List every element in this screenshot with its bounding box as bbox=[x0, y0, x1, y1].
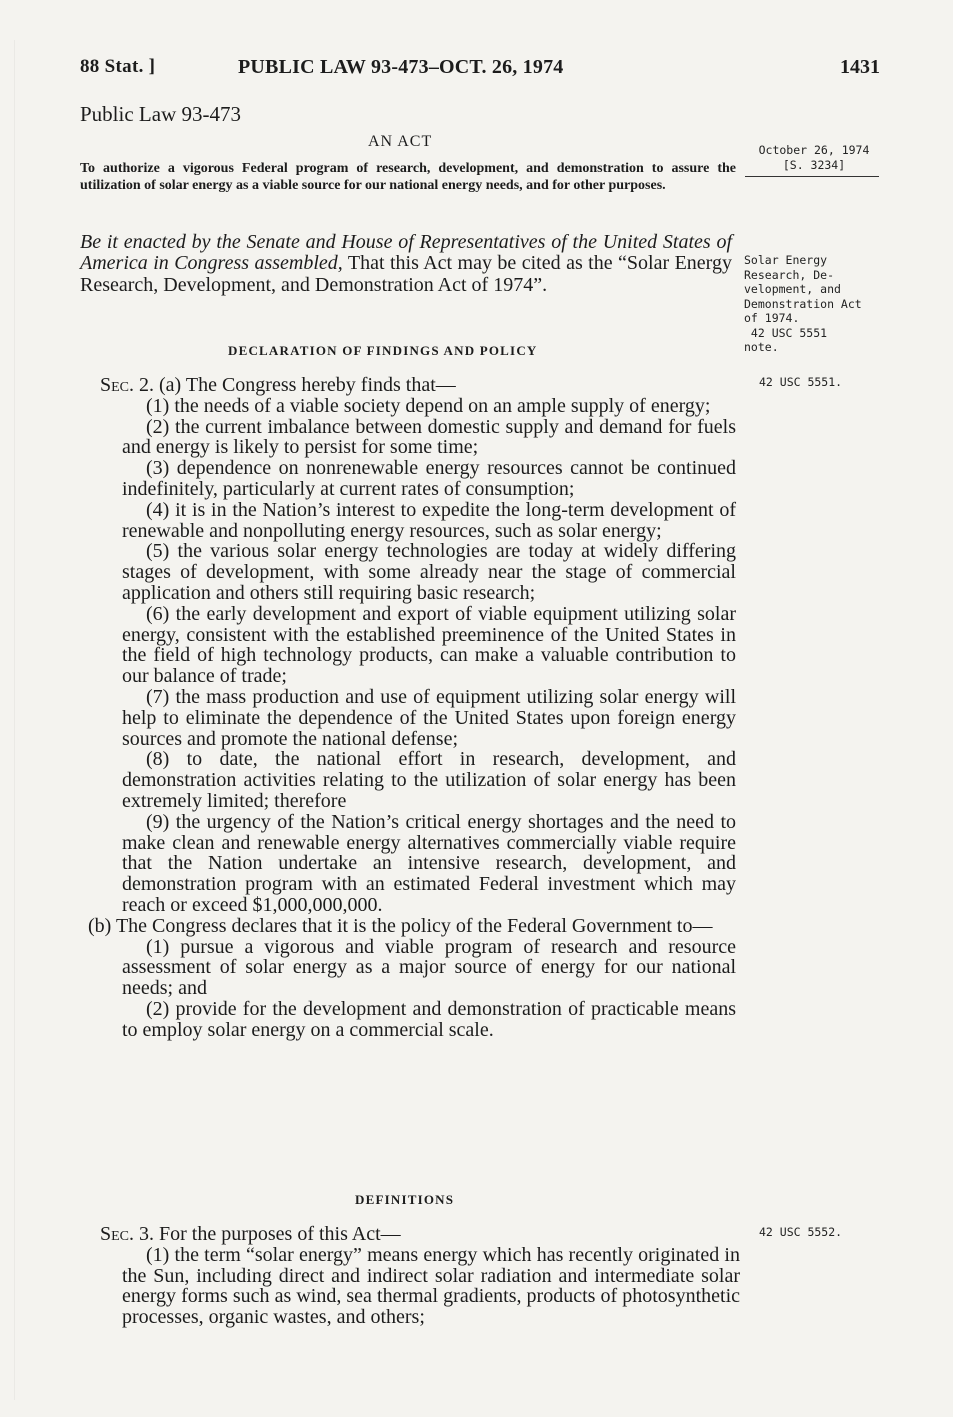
policy-list bbox=[100, 937, 736, 1041]
margin-line: Solar Energy bbox=[744, 253, 828, 267]
section-3-intro bbox=[100, 1224, 740, 1245]
section-2 bbox=[88, 374, 736, 1041]
margin-line: note. bbox=[744, 340, 779, 354]
declaration-heading: DECLARATION OF FINDINGS AND POLICY bbox=[228, 343, 538, 358]
finding-item: (4) it is in the Nation’s interest to expedite the long-term development of renewable and nonpolluting energy resources, such as solar energy; bbox=[122, 498, 736, 542]
section-2-intro bbox=[100, 375, 736, 396]
section-label: Sec. bbox=[100, 374, 135, 396]
short-title-text: That this Act may be cited as the “Solar Energy Research, Development, and Demonstration Act of 1974”. bbox=[80, 252, 732, 296]
enactment-date: October 26, 1974 bbox=[758, 143, 870, 157]
margin-rule bbox=[745, 176, 879, 177]
findings-list bbox=[100, 396, 736, 916]
definitions-list bbox=[100, 1245, 740, 1328]
enacting-formula: Be it enacted by the Senate and House of Representatives of the United States of America in Congress assembled, bbox=[80, 231, 732, 275]
definition-item: (1) the term “solar energy” means energy which has recently originated in the Sun, including direct and indirect solar radiation and intermediate solar energy forms such as wind, sea thermal gradients, products of photosynthetic processes, organic wastes, and others; bbox=[122, 1243, 740, 1329]
statute-volume: 88 Stat. ] bbox=[80, 56, 156, 77]
definitions-heading: DEFINITIONS bbox=[355, 1192, 455, 1207]
finding-item: (5) the various solar energy technologies are today at widely differing stages of development, with some already near the stage of commercial application and others still requiring basic research; bbox=[122, 540, 736, 604]
finding-item: (1) the needs of a viable society depend on an ample supply of energy; bbox=[146, 394, 711, 417]
section-3 bbox=[100, 1224, 740, 1328]
margin-line: Demonstration Act bbox=[744, 296, 862, 311]
enacting-clause bbox=[80, 232, 732, 296]
page-number: 1431 bbox=[840, 56, 880, 78]
margin-note-date bbox=[753, 143, 875, 172]
margin-line: of 1974. bbox=[744, 311, 800, 325]
margin-note-usc-5551: 42 USC 5551. bbox=[759, 375, 843, 389]
margin-note-usc-5552: 42 USC 5552. bbox=[759, 1225, 843, 1239]
running-title: PUBLIC LAW 93-473–OCT. 26, 1974 bbox=[238, 56, 564, 78]
finding-item: (2) the current imbalance between domestic supply and demand for fuels and energy is likely to persist for some time; bbox=[122, 415, 736, 459]
law-title: Public Law 93-473 bbox=[80, 102, 241, 126]
bill-number: [S. 3234] bbox=[782, 157, 846, 172]
section-2-intro-text: 2. (a) The Congress hereby finds that— bbox=[134, 374, 456, 396]
finding-item: (8) to date, the national effort in research, development, and demonstration activities relating to the utilization of solar energy has been extremely limited; therefore bbox=[122, 748, 736, 812]
finding-item: (6) the early development and export of viable equipment utilizing solar energy, consistent with the established preeminence of the United States in the field of high technology products, can make a valuable contribution to our balance of trade; bbox=[122, 602, 736, 688]
finding-item: (7) the mass production and use of equipment utilizing solar energy will help to eliminate the dependence of the United States upon foreign energy sources and promote the national defense; bbox=[122, 685, 736, 750]
preamble: To authorize a vigorous Federal program of research, development, and demonstration to assure the utilization of solar energy as a viable source for our national energy needs, and for other purposes. bbox=[80, 161, 736, 193]
policy-item: (2) provide for the development and demonstration of practicable means to employ solar energy on a commercial scale. bbox=[122, 997, 736, 1041]
section-3-intro-text: 3. For the purposes of this Act— bbox=[134, 1223, 401, 1245]
an-act-heading: AN ACT bbox=[368, 133, 433, 150]
section-label: Sec. bbox=[100, 1223, 135, 1245]
policy-intro: (b) The Congress declares that it is the policy of the Federal Government to— bbox=[88, 914, 713, 937]
finding-item: (3) dependence on nonrenewable energy resources cannot be continued indefinitely, particularly at current rates of consumption; bbox=[122, 457, 736, 500]
margin-line: 42 USC 5551 bbox=[744, 325, 828, 340]
margin-line: velopment, and bbox=[744, 282, 841, 296]
margin-note-short-title bbox=[744, 253, 894, 355]
scan-edge bbox=[14, 40, 15, 1400]
finding-item: (9) the urgency of the Nation’s critical energy shortages and the need to make clean and renewable energy alternatives commercially viable require that the Nation undertake an intensive research, development, and demonstration program with an estimated Federal investment which may reach or exceed $1,000,000,000. bbox=[122, 810, 736, 916]
margin-line: Research, De- bbox=[744, 267, 835, 282]
policy-item: (1) pursue a vigorous and viable program of research and resource assessment of solar energy as a major source of energy for our national needs; and bbox=[122, 935, 736, 1000]
